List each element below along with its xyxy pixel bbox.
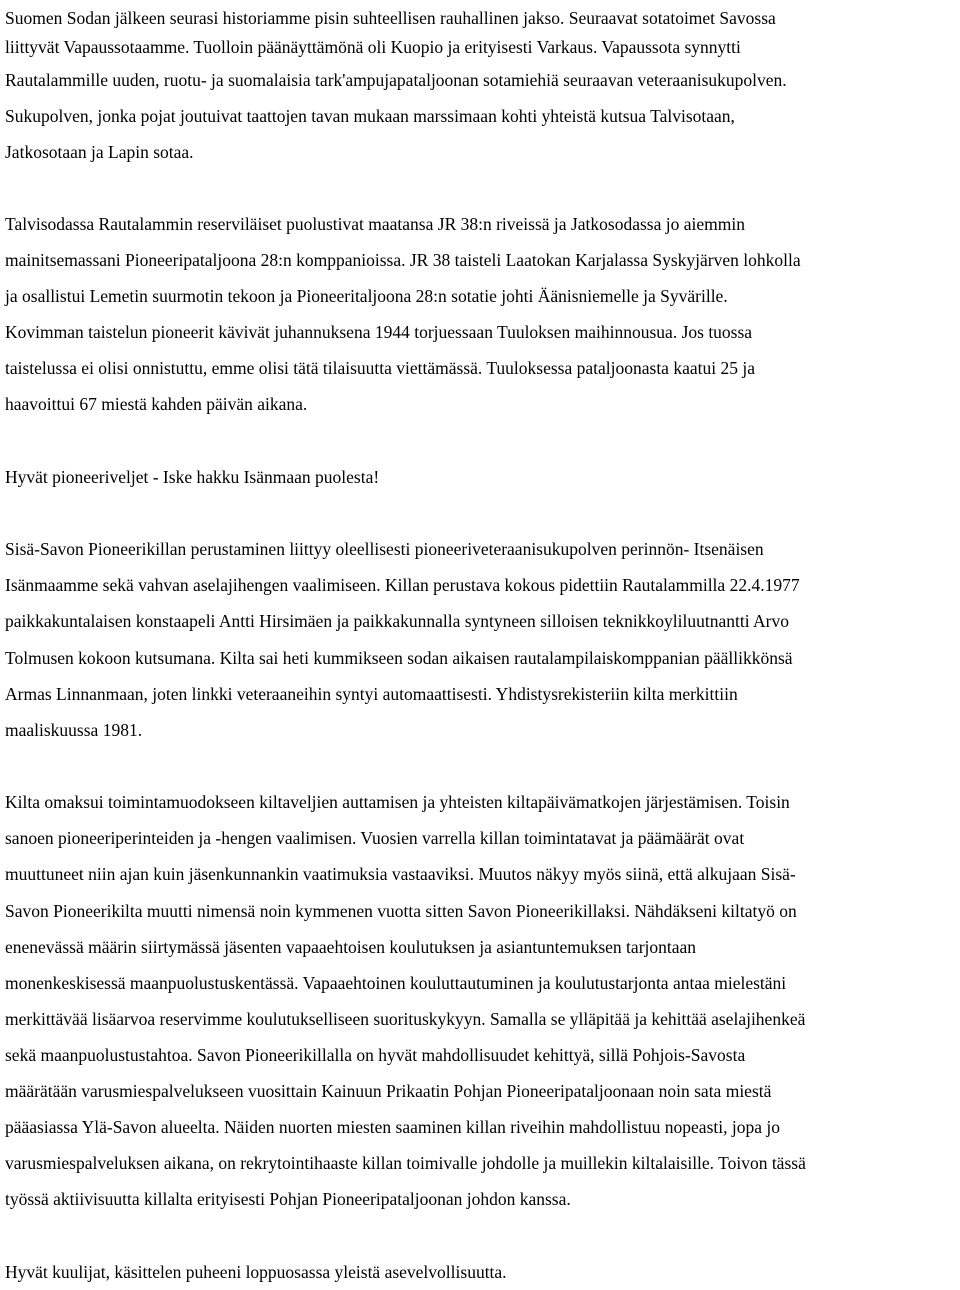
- text-line: Jatkosotaan ja Lapin sotaa.: [5, 142, 194, 162]
- text-line: liittyvät Vapaussotaamme. Tuolloin päänäyttämönä oli Kuopio ja erityisesti Varkaus. Vapaussota synnytti: [5, 37, 741, 57]
- text-line: muuttuneet niin ajan kuin jäsenkunnankin vaatimuksia vastaaviksi. Muutos näkyy myös siinä, että alkujaan Sisä-: [5, 864, 796, 884]
- text-line: sekä maanpuolustustahtoa. Savon Pioneerikillalla on hyvät mahdollisuudet kehittyä, sillä Pohjois-Savosta: [5, 1045, 746, 1065]
- text-line: Rautalammille uuden, ruotu- ja suomalaisia tark'ampujapataljoonan sotamiehiä seuraavan veteraanisukupolven.: [5, 70, 787, 90]
- text-line: sanoen pioneeriperinteiden ja -hengen vaalimisen. Vuosien varrella killan toimintatavat ja päämäärät ovat: [5, 828, 745, 848]
- text-line: Hyvät pioneeriveljet - Iske hakku Isänmaan puolesta!: [5, 467, 380, 487]
- text-line: Suomen Sodan jälkeen seurasi historiamme pisin suhteellisen rauhallinen jakso. Seuraavat sotatoimet Savossa: [5, 8, 776, 28]
- text-line: varusmiespalveluksen aikana, on rekrytointihaaste killan toimivalle johdolle ja muillekin kiltalaisille. Toivon tässä: [5, 1153, 806, 1173]
- text-line: Savon Pioneerikilta muutti nimensä noin kymmenen vuotta sitten Savon Pioneerikillaksi. Nähdäkseni kiltatyö on: [5, 901, 797, 921]
- text-line: merkittävää lisäarvoa reservimme koulutukselliseen suorituskykyyn. Samalla se ylläpitää ja kehittää aselajihenkeä: [5, 1009, 806, 1029]
- text-line: Talvisodassa Rautalammin reserviläiset puolustivat maatansa JR 38:n riveissä ja Jatkosodassa jo aiemmin: [5, 214, 745, 234]
- text-line: pääasiassa Ylä-Savon alueelta. Näiden nuorten miesten saaminen killan riveihin mahdollistuu nopeasti, jopa jo: [5, 1117, 780, 1137]
- text-line: Isänmaamme sekä vahvan aselajihengen vaalimiseen. Killan perustava kokous pidettiin Rautalammilla 22.4.1977: [5, 575, 800, 595]
- text-line: haavoittui 67 miestä kahden päivän aikana.: [5, 394, 308, 414]
- text-line: mainitsemassani Pioneeripataljoona 28:n komppanioissa. JR 38 taisteli Laatokan Karjalassa Syskyjärven lohkolla: [5, 250, 801, 270]
- text-line: maaliskuussa 1981.: [5, 720, 143, 740]
- text-line: Tolmusen kokoon kutsumana. Kilta sai heti kummikseen sodan aikaisen rautalampilaiskomppanian päällikkönsä: [5, 648, 793, 668]
- text-line: paikkakuntalaisen konstaapeli Antti Hirsimäen ja paikkakunnalla syntyneen silloisen teknikkoyliluutnantti Arvo: [5, 611, 789, 631]
- text-line: työssä aktiivisuutta killalta erityisesti Pohjan Pioneeripataljoonan johdon kanssa.: [5, 1189, 571, 1209]
- text-line: määrätään varusmiespalvelukseen vuosittain Kainuun Prikaatin Pohjan Pioneeripataljoonaan noin sata miestä: [5, 1081, 772, 1101]
- text-line: monenkeskisessä maanpuolustuskentässä. Vapaaehtoinen kouluttautuminen ja koulutustarjonta antaa mielestäni: [5, 973, 787, 993]
- text-line: taistelussa ei olisi onnistuttu, emme olisi tätä tilaisuutta viettämässä. Tuuloksessa pataljoonasta kaatui 25 ja: [5, 358, 755, 378]
- text-line: Sisä-Savon Pioneerikillan perustaminen liittyy oleellisesti pioneeriveteraanisukupolven perinnön- Itsenäisen: [5, 539, 764, 559]
- text-line: Armas Linnanmaan, joten linkki veteraaneihin syntyi automaattisesti. Yhdistysrekisteriin kilta merkittiin: [5, 684, 738, 704]
- text-line: ja osallistui Lemetin suurmotin tekoon ja Pioneeritaljoona 28:n sotatie johti Äänisniemelle ja Syvärille.: [5, 286, 728, 306]
- text-line: Hyvät kuulijat, käsittelen puheeni loppuosassa yleistä asevelvollisuutta.: [5, 1262, 507, 1282]
- text-line: enenevässä määrin siirtymässä jäsenten vapaaehtoisen koulutuksen ja asiantuntemuksen tarjontaan: [5, 937, 697, 957]
- text-line: Sukupolven, jonka pojat joutuivat taattojen tavan mukaan marssimaan kohti yhteistä kutsua Talvisotaan,: [5, 106, 735, 126]
- text-line: Kilta omaksui toimintamuodokseen kiltaveljien auttamisen ja yhteisten kiltapäivämatkojen järjestämisen. Toisin: [5, 792, 790, 812]
- text-line: Kovimman taistelun pioneerit kävivät juhannuksena 1944 torjuessaan Tuuloksen maihinnousua. Jos tuossa: [5, 322, 753, 342]
